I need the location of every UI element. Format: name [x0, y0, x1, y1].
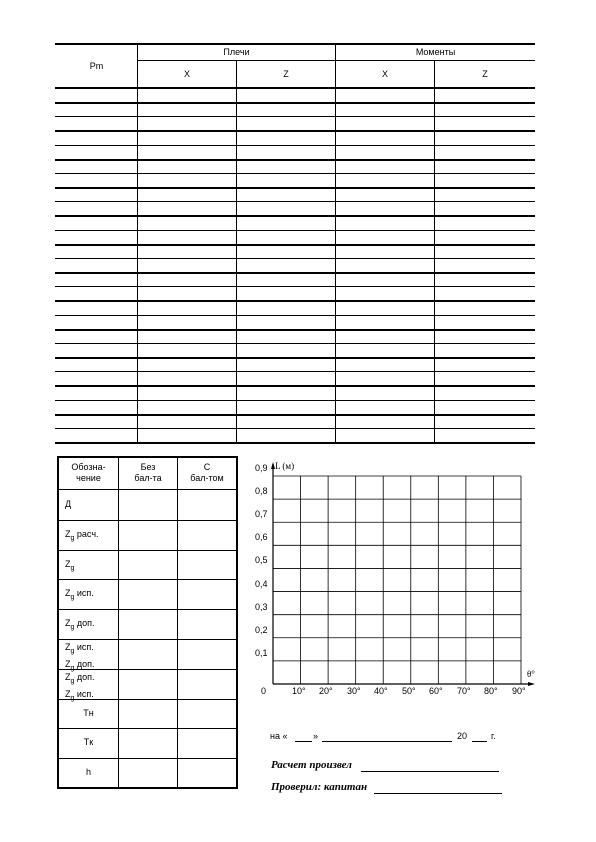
x-tick-label: 90° [512, 686, 526, 696]
x-axis-label: θ° [527, 669, 535, 679]
arms-z-header: Z [283, 69, 289, 79]
x-tick-label: 50° [402, 686, 416, 696]
checked-by-label: Проверил: капитан [271, 781, 368, 793]
ballast-row-label: $Z_g$ доп. Z исп. [65, 672, 95, 699]
ballast-row-label: $Z_g$ [65, 559, 75, 572]
x-tick-label: 40° [374, 686, 388, 696]
y-tick-label: 0,5 [255, 555, 268, 565]
x-tick-label: 60° [429, 686, 443, 696]
moments-x-header: X [381, 69, 388, 79]
x-axis-arrow [528, 682, 535, 686]
x-tick-label: 70° [457, 686, 471, 696]
with-ballast-header: С бал-том [190, 462, 224, 483]
col-pm-header: Pm [89, 61, 104, 71]
moments-group-header: Моменты [415, 47, 456, 57]
origin-label: 0 [261, 686, 267, 696]
calc-by-blank[interactable] [361, 771, 499, 772]
x-tick-label: 30° [347, 686, 361, 696]
arms-group-header: Плечи [223, 47, 250, 57]
y-axis-label: L (м) [275, 461, 295, 471]
day-blank[interactable] [295, 741, 312, 742]
x-tick-label: 10° [292, 686, 306, 696]
ballast-row-label: Tк [83, 737, 94, 747]
designation-header: Обозна- чение [71, 462, 106, 483]
y-tick-label: 0,6 [255, 532, 268, 542]
ballast-row-label: $Z_g$ расч. [65, 529, 99, 542]
y-tick-label: 0,1 [255, 648, 268, 658]
y-tick-label: 0,2 [255, 625, 268, 635]
year-blank[interactable] [472, 741, 487, 742]
year-prefix: 20 [457, 731, 468, 741]
month-blank[interactable] [322, 741, 452, 742]
ballast-row-label: Д [65, 499, 72, 509]
ballast-row-label: Tн [83, 708, 94, 718]
moments-z-header: Z [482, 69, 488, 79]
y-tick-label: 0,9 [255, 463, 268, 473]
date-mid: » [313, 731, 319, 741]
x-tick-label: 20° [319, 686, 333, 696]
without-ballast-header: Без бал-та [134, 462, 162, 483]
ballast-row-label: h [85, 767, 91, 777]
ballast-row-label: $Z_g$ исп. Z доп. [65, 642, 95, 669]
ballast-row-label: $Z_g$ исп. [65, 588, 94, 601]
date-prefix: на « [270, 731, 288, 741]
y-tick-label: 0,8 [255, 486, 268, 496]
ballast-row-label: $Z_g$ доп. [65, 618, 95, 631]
x-tick-label: 80° [484, 686, 498, 696]
calc-by-label: Расчет произвел [271, 759, 352, 771]
y-tick-label: 0,7 [255, 509, 268, 519]
arms-x-header: X [183, 69, 190, 79]
y-tick-label: 0,4 [255, 579, 268, 589]
checked-by-blank[interactable] [374, 793, 502, 794]
year-suffix: г. [491, 731, 496, 741]
y-tick-label: 0,3 [255, 602, 268, 612]
